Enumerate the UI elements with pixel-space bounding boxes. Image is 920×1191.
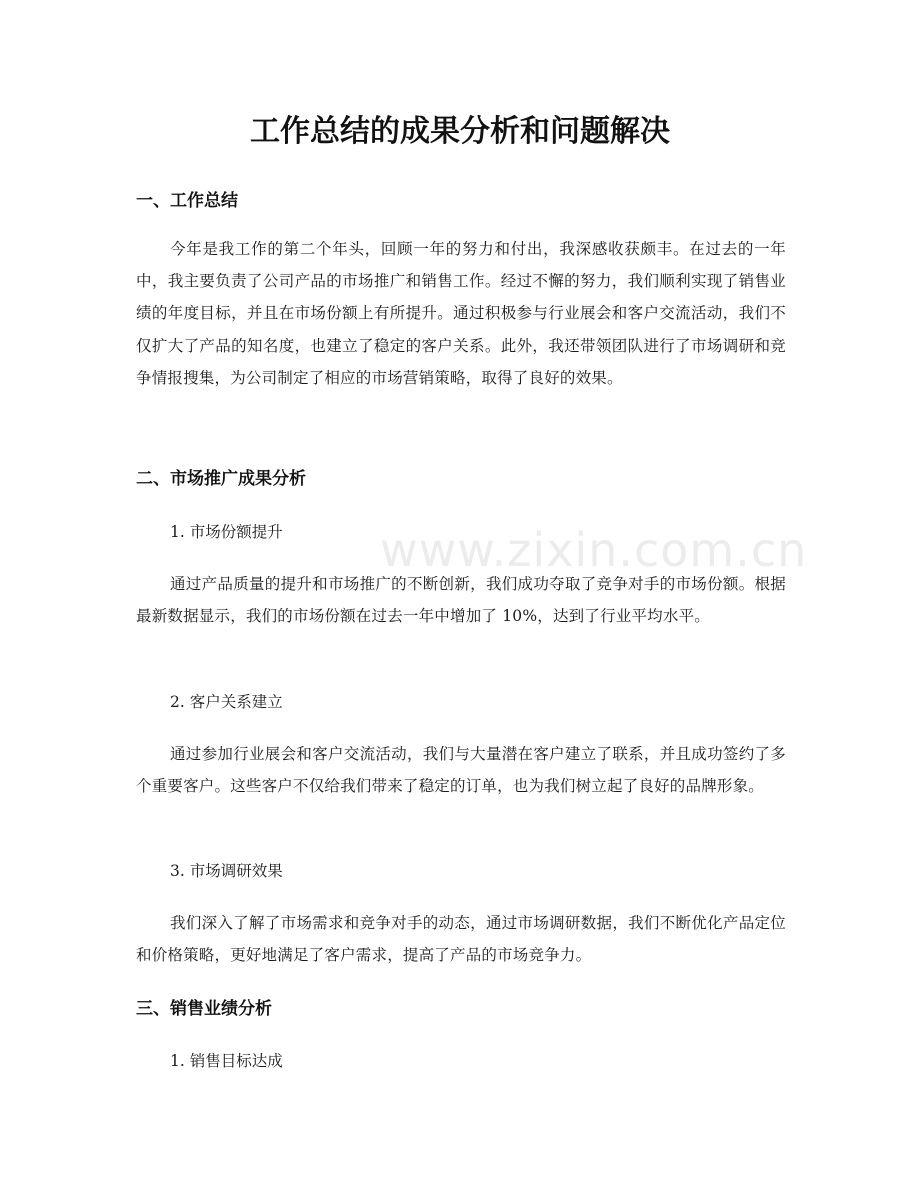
subheading-sales-target: 1. 销售目标达成 bbox=[170, 1052, 283, 1070]
section-heading-work-summary: 一、工作总结 bbox=[136, 191, 238, 211]
subheading-market-share: 1. 市场份额提升 bbox=[170, 523, 283, 541]
subheading-customer-relations: 2. 客户关系建立 bbox=[170, 693, 283, 711]
section-heading-sales-analysis: 三、销售业绩分析 bbox=[136, 999, 272, 1019]
page-title: 工作总结的成果分析和问题解决 bbox=[250, 114, 670, 149]
section-paragraph-work-summary: 今年是我工作的第二个年头，回顾一年的努力和付出，我深感收获颇丰。在过去的一年中，我主要负责了公司产品的市场推广和销售工作。经过不懈的努力，我们顺利实现了销售业绩的年度目标，并且在市场份额上有所提升。通过积极参与行业展会和客户交流活动，我们不仅扩大了产品的知名度，也建立了稳定的客户关系。此外，我还带领团队进行了市场调研和竞争情报搜集，为公司制定了相应的市场营销策略，取得了良好的效果。 bbox=[136, 240, 786, 387]
section-heading-marketing-analysis: 二、市场推广成果分析 bbox=[136, 469, 306, 489]
subheading-market-research: 3. 市场调研效果 bbox=[170, 862, 283, 880]
paragraph-market-share: 通过产品质量的提升和市场推广的不断创新，我们成功夺取了竞争对手的市场份额。根据最新数据显示，我们的市场份额在过去一年中增加了 10%，达到了行业平均水平。 bbox=[136, 575, 786, 626]
paragraph-market-research: 我们深入了解了市场需求和竞争对手的动态，通过市场调研数据，我们不断优化产品定位和价格策略，更好地满足了客户需求，提高了产品的市场竞争力。 bbox=[136, 914, 786, 965]
watermark: www.zixin.com.cn bbox=[380, 523, 808, 577]
paragraph-customer-relations: 通过参加行业展会和客户交流活动，我们与大量潜在客户建立了联系，并且成功签约了多个重要客户。这些客户不仅给我们带来了稳定的订单，也为我们树立起了良好的品牌形象。 bbox=[136, 745, 786, 796]
